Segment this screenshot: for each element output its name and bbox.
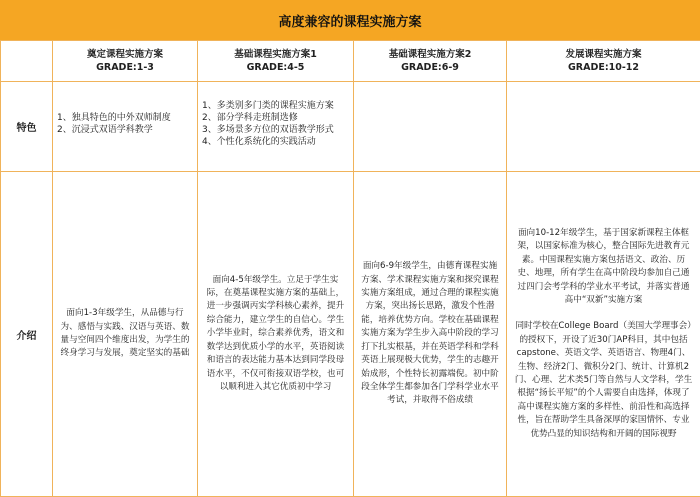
feature-item: 1、多类别多门类的课程实施方案	[202, 101, 334, 111]
features-row	[1, 82, 700, 172]
page-title: 高度兼容的课程实施方案	[278, 14, 422, 30]
column-grade: GRADE:6-9	[401, 62, 459, 73]
features-list	[53, 82, 197, 136]
column-grade: GRADE:10-12	[567, 62, 640, 73]
features-cell	[198, 82, 354, 172]
feature-item: 4、个性化系统化的实践活动	[202, 137, 316, 147]
column-grade: GRADE:4-5	[246, 62, 305, 73]
intro-text	[354, 260, 506, 407]
header-row	[1, 41, 700, 82]
intro-cell	[198, 172, 354, 497]
feature-item: 2、部分学科走班制选修	[202, 113, 298, 123]
intro-cell	[354, 172, 507, 497]
intro-paragraph: 面向4-5年级学生。立足于学生实际，在奠基课程实施方案的基础上，进一步强调丙实学科核心素养，提升综合能力，建立学生的自信心。学生小学毕业时，综合素养优秀，语文和数学达到优质小学的水平，英语阅读和语言的表达能力基本达到同学段母语水平，不仅可衔接双语学校，也可以顺利进入其它优质初中学习	[206, 274, 345, 392]
column-header	[507, 41, 700, 82]
column-name: 发展课程实施方案	[565, 49, 642, 60]
intro-paragraph: 面向1-3年级学生，从品德与行为、感悟与实践、汉语与英语、数量与空间四个维度出发，为学生的终身学习与发展，奠定坚实的基础	[60, 308, 190, 359]
row-label-features: 特色	[1, 82, 53, 172]
features-list	[198, 82, 353, 148]
feature-item: 1、独具特色的中外双师制度	[57, 113, 171, 123]
intro-paragraph: 面向10-12年级学生，基于国家新课程主体框架，以国家标准为核心，整合国际先进教育元素。中国课程实施方案包括语文、政治、历史、地理，所有学生在高中阶段均参加自己通过四门会考学科的学业水平考试，并落实普通高中“双新”实施方案	[517, 227, 690, 305]
intro-paragraph: 同时学校在College Board（美国大学理事会）的授权下，开设了近30门AP科目，其中包括capstone、英语文学、英语语言、物理4门、生物、经济2门、微积分2门、统计、计算机2门、心理、艺术类5门等自然与人文学科，学生根据“扬长平短”的个人需要自由选择，体现了高中课程实施方案的多样性、前沿性和高选择性，旨在帮助学生具备深厚的家国情怀、专业优势凸显的知识结构和开阔的国际视野	[514, 321, 693, 439]
intro-cell	[53, 172, 198, 497]
column-header	[354, 41, 507, 82]
intro-cell	[507, 172, 700, 497]
curriculum-table	[0, 40, 700, 497]
column-header	[198, 41, 354, 82]
intro-paragraph: 面向6-9年级学生，由德育课程实施方案、学术课程实施方案和探究课程实施方案组成，通过合理的课程实施方案，突出扬长思路，激发个性潜能，培养优势方向。学校在基础课程实施方案为学生步入高中阶段的学习打下扎实根基，并在英语学科和学科英语上展现极大优势，学生的志趣开始成形，个性特长初露端倪。初中阶段全体学生都参加各门学科学业水平考试，并取得不俗成绩	[361, 261, 499, 406]
intro-text	[53, 307, 197, 361]
corner-cell	[1, 41, 53, 82]
features-cell-empty	[507, 82, 700, 172]
column-name: 奠定课程实施方案	[86, 49, 163, 60]
title-bar	[0, 0, 700, 40]
intro-row	[1, 172, 700, 497]
column-name: 基础课程实施方案1	[234, 49, 317, 60]
row-label-intro: 介绍	[1, 172, 53, 497]
features-cell-empty	[354, 82, 507, 172]
column-name: 基础课程实施方案2	[388, 49, 472, 60]
feature-item: 3、多场景多方位的双语教学形式	[202, 125, 334, 135]
column-header	[53, 41, 198, 82]
features-cell	[53, 82, 198, 172]
intro-text	[507, 227, 700, 441]
intro-text	[198, 274, 353, 395]
feature-item: 2、沉浸式双语学科教学	[57, 125, 153, 135]
column-grade: GRADE:1-3	[96, 62, 154, 73]
